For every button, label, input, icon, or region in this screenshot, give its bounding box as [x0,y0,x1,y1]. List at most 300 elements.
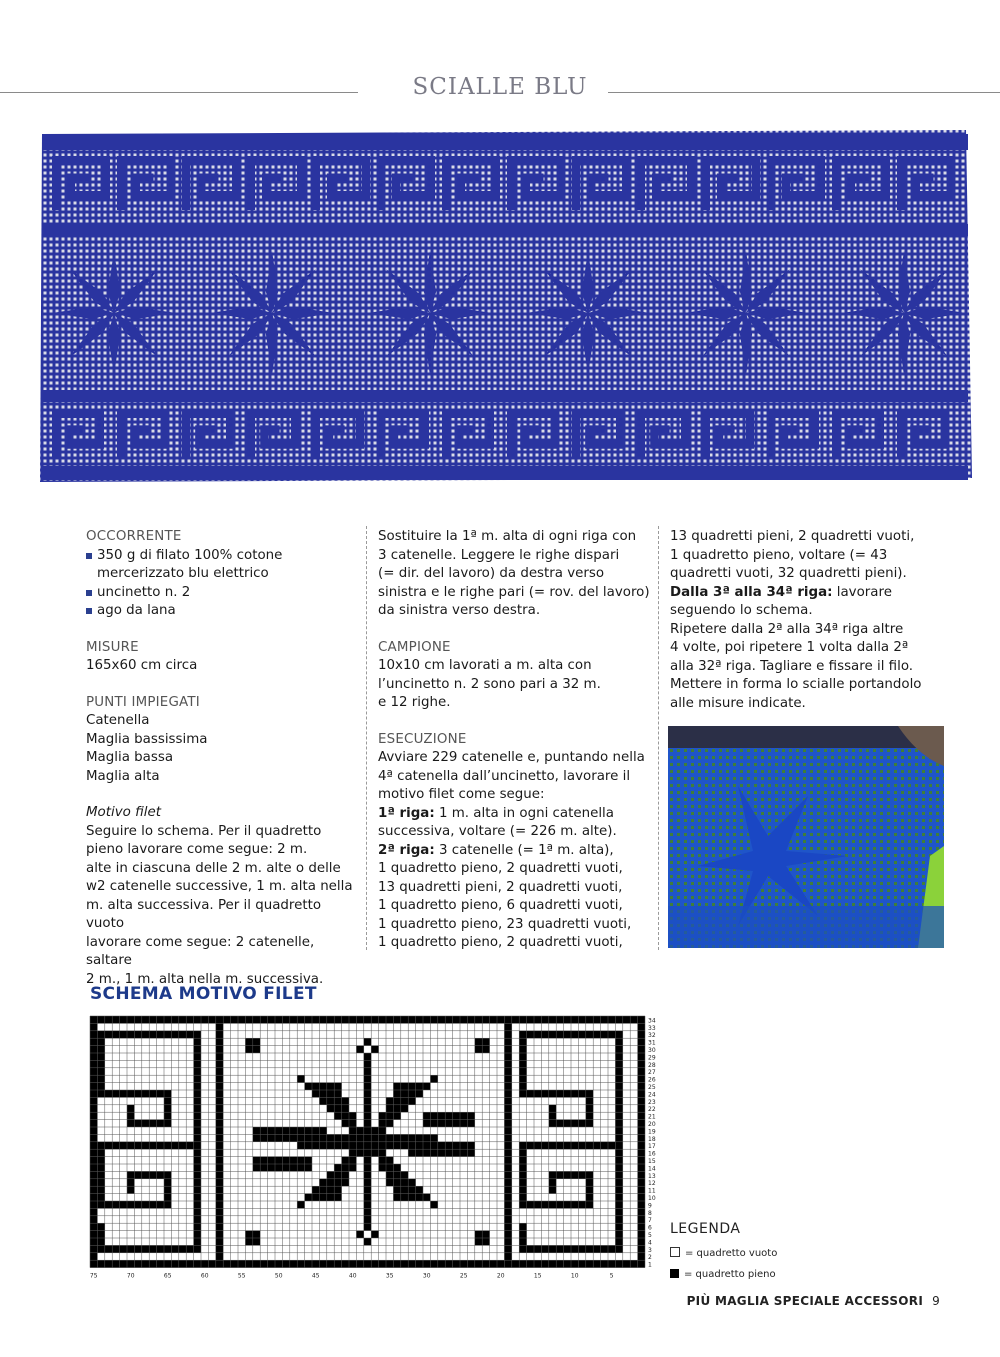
text-line: sinistra e le righe pari (= rov. del lavoro) [378,584,650,600]
filled-cell [430,1134,437,1141]
y-tick-label: 27 [648,1069,656,1077]
filled-cell [216,1053,223,1060]
y-tick-label: 21 [648,1113,656,1121]
filled-cell [423,1260,430,1267]
filled-cell [334,1112,341,1119]
filled-cell [105,1016,112,1023]
text-line: 10x10 cm lavorati a m. alta con [378,658,592,673]
x-tick-label: 30 [422,1272,431,1280]
list-item: uncinetto n. 2 [86,584,358,603]
filled-cell [342,1179,349,1186]
filled-cell [201,1016,208,1023]
column-divider [658,526,659,950]
filled-cell [615,1157,622,1164]
filled-cell [364,1194,371,1201]
filled-cell [549,1179,556,1186]
filled-cell [282,1016,289,1023]
filled-cell [386,1120,393,1127]
filled-cell [571,1201,578,1208]
y-tick-label: 31 [648,1039,656,1047]
filled-cell [364,1097,371,1104]
filled-cell [401,1134,408,1141]
filled-cell [90,1060,97,1067]
filled-cell [149,1260,156,1267]
filled-cell [216,1223,223,1230]
legend-label: = quadretto vuoto [685,1248,778,1259]
filled-cell [90,1127,97,1134]
filled-cell [416,1134,423,1141]
filled-cell [275,1260,282,1267]
filled-cell [97,1038,104,1045]
filled-cell [127,1186,134,1193]
filled-cell [97,1260,104,1267]
filled-cell [356,1127,363,1134]
y-tick-label: 22 [648,1106,656,1114]
filled-cell [615,1208,622,1215]
text-line: Maglia bassa [86,750,174,765]
row-text: lavorare [832,584,892,600]
filled-cell [290,1260,297,1267]
filled-cell [638,1046,645,1053]
filled-cell [179,1260,186,1267]
filled-cell [90,1075,97,1082]
filled-cell [401,1179,408,1186]
filled-cell [97,1031,104,1038]
filled-cell [216,1194,223,1201]
filled-cell [519,1142,526,1149]
filled-cell [504,1245,511,1252]
filled-cell [586,1142,593,1149]
filled-cell [127,1090,134,1097]
filled-cell [445,1112,452,1119]
filled-cell [430,1075,437,1082]
filled-cell [371,1231,378,1238]
filled-cell [319,1179,326,1186]
filled-cell [364,1083,371,1090]
filled-cell [157,1031,164,1038]
filled-cell [164,1120,171,1127]
text-line: pieno lavorare come segue: 2 m. [86,842,308,857]
filled-cell [512,1260,519,1267]
list-item: ago da lana [86,602,358,621]
filled-cell [142,1245,149,1252]
filled-cell [379,1164,386,1171]
filled-cell [445,1120,452,1127]
filled-cell [349,1134,356,1141]
filled-cell [638,1105,645,1112]
filled-cell [601,1016,608,1023]
filled-cell [142,1031,149,1038]
filled-cell [586,1171,593,1178]
filled-cell [112,1031,119,1038]
filled-cell [327,1260,334,1267]
filled-cell [386,1157,393,1164]
filled-cell [601,1245,608,1252]
filled-cell [112,1245,119,1252]
filled-cell [194,1016,201,1023]
filled-cell [127,1260,134,1267]
filled-cell [364,1142,371,1149]
filled-cell [275,1157,282,1164]
filled-cell [527,1016,534,1023]
filled-cell [245,1016,252,1023]
y-tick-label: 5 [648,1232,652,1239]
filled-cell [416,1194,423,1201]
filled-cell [556,1260,563,1267]
filled-cell [467,1112,474,1119]
filled-cell [638,1179,645,1186]
filled-cell [564,1090,571,1097]
filled-cell [556,1031,563,1038]
filled-cell [364,1223,371,1230]
filled-cell [90,1171,97,1178]
filled-cell [571,1031,578,1038]
filled-cell [164,1179,171,1186]
filled-cell [408,1260,415,1267]
filled-cell [97,1201,104,1208]
filled-cell [504,1023,511,1030]
filled-cell [334,1105,341,1112]
filled-cell [423,1142,430,1149]
filled-cell [149,1031,156,1038]
filled-cell [586,1120,593,1127]
filled-cell [90,1223,97,1230]
filled-cell [97,1016,104,1023]
filled-cell [186,1142,193,1149]
filled-cell [453,1112,460,1119]
filled-cell [534,1142,541,1149]
filled-cell [475,1016,482,1023]
filled-cell [497,1016,504,1023]
filled-cell [342,1134,349,1141]
filled-cell [112,1260,119,1267]
filled-cell [615,1245,622,1252]
filled-cell [549,1260,556,1267]
filled-cell [401,1105,408,1112]
filled-cell [164,1245,171,1252]
filled-cell [194,1083,201,1090]
filled-cell [134,1090,141,1097]
section-head-motivo: Motivo filet [86,805,161,820]
filled-cell [290,1157,297,1164]
filled-cell [290,1134,297,1141]
filled-cell [275,1134,282,1141]
filled-cell [453,1120,460,1127]
x-tick-label: 55 [237,1272,246,1280]
filled-cell [615,1075,622,1082]
filled-cell [268,1134,275,1141]
filled-cell [112,1090,119,1097]
filled-cell [504,1157,511,1164]
filled-cell [90,1149,97,1156]
filled-cell [408,1149,415,1156]
filled-cell [401,1260,408,1267]
filled-cell [216,1068,223,1075]
filled-cell [253,1046,260,1053]
filled-cell [578,1120,585,1127]
filled-cell [319,1134,326,1141]
filled-cell [157,1090,164,1097]
filled-cell [105,1142,112,1149]
y-tick-label: 2 [648,1254,652,1262]
filled-cell [90,1238,97,1245]
filled-cell [164,1186,171,1193]
y-tick-label: 9 [648,1202,652,1210]
text-line: (= dir. del lavoro) da destra verso [378,566,605,581]
filled-cell [393,1194,400,1201]
filled-cell [571,1171,578,1178]
filled-cell [615,1105,622,1112]
column-materials [86,528,358,989]
filled-cell [519,1171,526,1178]
filled-cell [586,1097,593,1104]
filled-cell [216,1208,223,1215]
filled-cell [282,1157,289,1164]
filled-cell [638,1031,645,1038]
text-line: alla 32ª riga. Tagliare e fissare il filo. [670,658,914,674]
filled-cell [438,1112,445,1119]
filled-cell [578,1245,585,1252]
filled-cell [97,1238,104,1245]
filled-cell [297,1016,304,1023]
y-tick-label: 18 [648,1135,656,1143]
filled-cell [416,1149,423,1156]
filled-cell [527,1031,534,1038]
filled-cell [216,1149,223,1156]
filled-cell [194,1053,201,1060]
filled-cell [342,1120,349,1127]
filled-cell [393,1179,400,1186]
shawl-full-view-photo [36,128,974,486]
filled-cell [90,1245,97,1252]
filled-cell [571,1142,578,1149]
y-tick-label: 30 [648,1047,656,1054]
filled-cell [149,1120,156,1127]
filled-cell [319,1090,326,1097]
filled-cell [638,1120,645,1127]
text-line: successiva, voltare (= 226 m. alte). [378,824,617,839]
text-line: seguendo lo schema. [670,603,813,618]
filled-cell [549,1142,556,1149]
filled-cell [453,1142,460,1149]
y-tick-label: 25 [648,1084,656,1091]
filled-cell [549,1112,556,1119]
filled-cell [327,1090,334,1097]
filled-cell [638,1253,645,1260]
filled-cell [601,1260,608,1267]
filled-cell [127,1112,134,1119]
filled-cell [445,1149,452,1156]
y-tick-label: 20 [648,1121,656,1128]
filled-cell [519,1231,526,1238]
filled-cell [460,1120,467,1127]
text-line: 1 quadretto pieno, 23 quadretti vuoti, [378,916,632,932]
filled-cell [319,1127,326,1134]
filled-cell [504,1016,511,1023]
filled-cell [638,1112,645,1119]
filled-cell [97,1179,104,1186]
filled-cell [578,1031,585,1038]
filled-cell [504,1075,511,1082]
filled-cell [245,1038,252,1045]
star-motif [684,251,808,375]
filled-cell [482,1260,489,1267]
filled-cell [364,1112,371,1119]
filled-cell [401,1194,408,1201]
row-label: 2ª riga: [378,842,435,858]
filled-cell [342,1105,349,1112]
filled-cell [157,1171,164,1178]
filled-cell [615,1171,622,1178]
filled-cell [319,1186,326,1193]
filled-cell [194,1231,201,1238]
filled-cell [364,1016,371,1023]
filled-cell [342,1112,349,1119]
filled-cell [519,1046,526,1053]
filled-cell [268,1157,275,1164]
text-line: alle misure indicate. [670,695,806,711]
filled-cell [216,1201,223,1208]
y-tick-label: 19 [648,1128,656,1136]
filled-cell [186,1245,193,1252]
filled-cell [379,1260,386,1267]
magazine-name: PIÙ MAGLIA SPECIALE ACCESSORI [686,1294,924,1308]
filled-cell [393,1260,400,1267]
x-tick-label: 35 [385,1272,394,1280]
filled-cell [504,1260,511,1267]
filled-cell [519,1053,526,1060]
filled-cell [519,1149,526,1156]
filled-cell [638,1186,645,1193]
filled-cell [334,1194,341,1201]
filled-cell [475,1038,482,1045]
filled-cell [504,1142,511,1149]
filled-cell [112,1201,119,1208]
filled-cell [371,1046,378,1053]
filled-cell [615,1083,622,1090]
filled-cell [445,1016,452,1023]
filled-cell [430,1120,437,1127]
filled-cell [186,1031,193,1038]
filled-cell [127,1245,134,1252]
filled-cell [194,1223,201,1230]
filled-cell [194,1201,201,1208]
filled-cell [319,1083,326,1090]
list-item-continuation: mercerizzato blu elettrico [97,566,269,581]
filled-cell [105,1090,112,1097]
filled-cell [334,1134,341,1141]
filled-cell [134,1201,141,1208]
filled-cell [297,1157,304,1164]
filled-cell [216,1245,223,1252]
filled-cell [549,1245,556,1252]
filled-cell [149,1016,156,1023]
text-line: 1 quadretto pieno, 6 quadretti vuoti, [378,898,623,913]
filled-cell [194,1142,201,1149]
y-tick-label: 28 [648,1061,656,1069]
filled-cell [504,1046,511,1053]
y-tick-label: 13 [648,1172,656,1180]
section-head-punti: PUNTI IMPIEGATI [86,694,200,710]
filled-cell [282,1260,289,1267]
filled-cell [386,1134,393,1141]
filled-cell [541,1031,548,1038]
filled-cell [97,1142,104,1149]
filled-cell [171,1016,178,1023]
filled-cell [134,1120,141,1127]
filled-cell [120,1245,127,1252]
filled-cell [564,1120,571,1127]
filled-cell [334,1016,341,1023]
filled-cell [245,1231,252,1238]
section-head-occorrente: OCCORRENTE [86,529,182,544]
filled-cell [194,1245,201,1252]
filled-cell [556,1201,563,1208]
text-line: Maglia bassissima [86,731,208,747]
filled-cell [615,1016,622,1023]
filled-cell [97,1171,104,1178]
filled-cell [349,1127,356,1134]
filled-cell [460,1142,467,1149]
filled-cell [334,1171,341,1178]
filled-cell [364,1186,371,1193]
filled-cell [157,1142,164,1149]
filled-cell [297,1201,304,1208]
filled-cell [275,1164,282,1171]
filled-cell [519,1060,526,1067]
y-tick-label: 26 [648,1076,656,1084]
text-line: da sinistra verso destra. [378,603,541,618]
filled-cell [519,1038,526,1045]
page-number: 9 [932,1294,940,1308]
filled-cell [223,1260,230,1267]
filled-cell [253,1260,260,1267]
filled-cell [519,1179,526,1186]
text-line: Maglia alta [86,768,160,784]
filled-cell [194,1238,201,1245]
filled-cell [549,1201,556,1208]
filled-cell [408,1016,415,1023]
filled-cell [393,1164,400,1171]
filled-cell [349,1149,356,1156]
filled-cell [556,1120,563,1127]
filled-cell [90,1105,97,1112]
filled-cell [638,1090,645,1097]
filled-cell [630,1016,637,1023]
filled-cell [638,1068,645,1075]
filled-cell [97,1046,104,1053]
filled-cell [630,1260,637,1267]
filled-cell [549,1031,556,1038]
filled-cell [120,1016,127,1023]
filled-cell [142,1016,149,1023]
filled-cell [364,1208,371,1215]
text-line: l’uncinetto n. 2 sono pari a 32 m. [378,676,601,692]
x-tick-label: 10 [570,1272,579,1280]
filled-cell [194,1090,201,1097]
filled-cell [497,1260,504,1267]
filled-cell [386,1142,393,1149]
filled-cell [638,1171,645,1178]
filled-cell [586,1260,593,1267]
filled-cell [231,1016,238,1023]
filled-cell [305,1016,312,1023]
filled-cell [297,1134,304,1141]
filled-cell [127,1031,134,1038]
filled-cell [571,1090,578,1097]
filled-cell [438,1149,445,1156]
filled-cell [527,1090,534,1097]
